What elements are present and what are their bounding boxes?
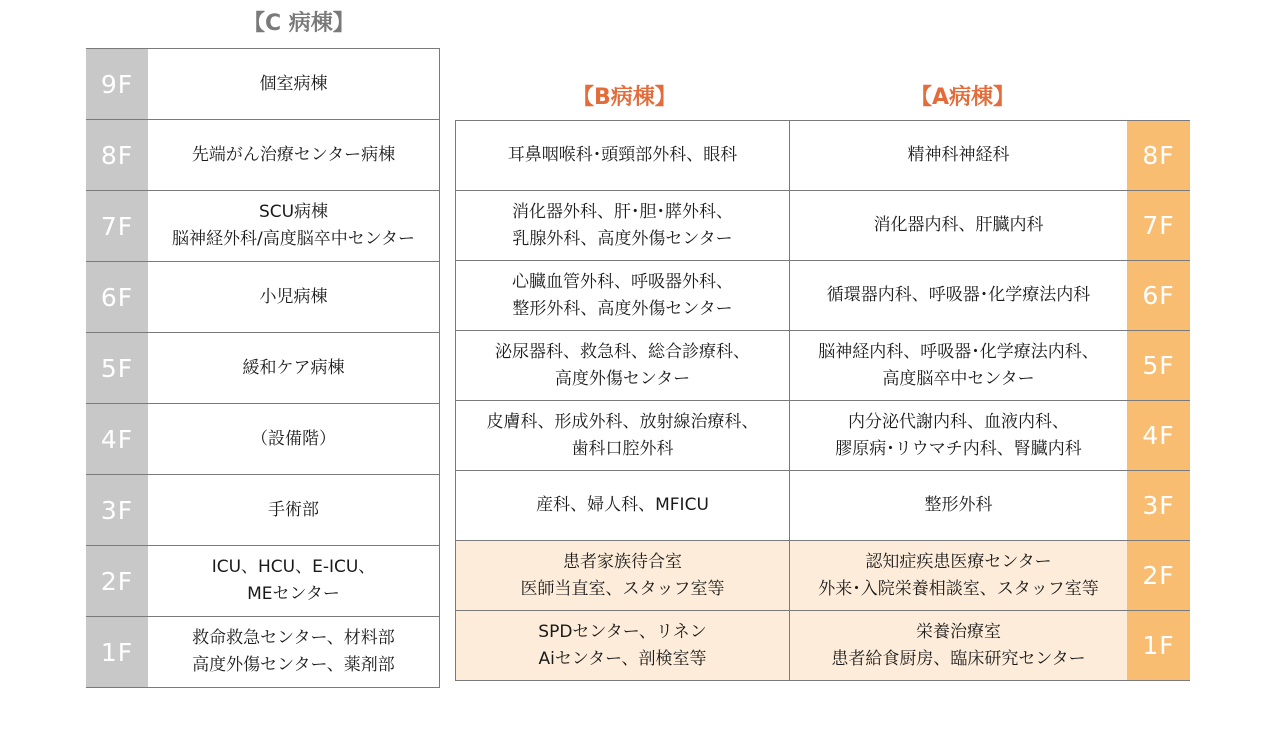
c-department-cell (148, 617, 440, 687)
c-department-cell (148, 120, 440, 190)
cell-line: 膠原病･リウマチ内科、腎臓内科 (835, 438, 1082, 459)
floor-label: 5F (1127, 331, 1190, 400)
a-department-cell (790, 261, 1127, 330)
cell-line: 皮膚科、形成外科、放射線治療科、 (486, 411, 759, 432)
floor-label: 8F (1127, 121, 1190, 190)
c-floor-row-1f (86, 617, 440, 688)
floor-label: 4F (86, 404, 148, 474)
cell-line: 整形外科 (924, 495, 993, 515)
b-department-cell (455, 261, 790, 330)
c-floor-row-6f (86, 262, 440, 333)
cell-line: 消化器内科、肝臓内科 (873, 215, 1044, 235)
cell-line: Aiセンター、剖検室等 (538, 648, 707, 669)
a-department-cell (790, 471, 1127, 540)
ab-floor-row-4f (455, 401, 1190, 471)
cell-line: 患者家族待合室 (563, 551, 682, 572)
ab-floor-row-1f (455, 611, 1190, 681)
a-department-cell (790, 121, 1127, 190)
cell-line: 医師当直室、スタッフ室等 (520, 578, 725, 599)
cell-line: 救命救急センター、材料部 (192, 628, 395, 648)
b-department-cell (455, 331, 790, 400)
a-building-title: 【A病棟】 (910, 85, 1016, 110)
ab-floor-row-6f (455, 261, 1190, 331)
cell-line: 小児病棟 (259, 286, 328, 307)
b-department-cell (455, 471, 790, 540)
c-department-cell (148, 191, 440, 261)
c-floor-row-4f (86, 404, 440, 475)
cell-line: 高度脳卒中センター (882, 368, 1035, 389)
c-floor-row-9f (86, 49, 440, 120)
floor-label: 1F (86, 617, 148, 687)
ab-floor-row-8f (455, 121, 1190, 191)
floor-label: 2F (1127, 541, 1190, 610)
cell-line: 脳神経外科/高度脳卒中センター (171, 229, 416, 249)
c-floor-row-3f (86, 475, 440, 546)
b-department-cell (455, 121, 790, 190)
c-floor-row-2f (86, 546, 440, 617)
cell-line: 脳神経内科、呼吸器･化学療法内科、 (818, 341, 1099, 362)
cell-line: 循環器内科、呼吸器･化学療法内科 (826, 285, 1091, 305)
b-department-cell (455, 401, 790, 470)
cell-line: （設備階） (251, 428, 336, 449)
b-department-cell (455, 611, 790, 680)
a-department-cell (790, 541, 1127, 610)
cell-line: 乳腺外科、高度外傷センター (512, 228, 733, 249)
cell-line: 整形外科、高度外傷センター (512, 298, 733, 319)
c-building-title: 【C 病棟】 (243, 11, 355, 36)
cell-line: 緩和ケア病棟 (242, 357, 345, 378)
a-department-cell (790, 611, 1127, 680)
b-building-title: 【B病棟】 (572, 85, 677, 110)
floor-label: 1F (1127, 611, 1190, 680)
cell-line: SCU病棟 (258, 202, 329, 222)
cell-line: 歯科口腔外科 (571, 438, 674, 459)
floor-label: 4F (1127, 401, 1190, 470)
floor-label: 6F (1127, 261, 1190, 330)
cell-line: 患者給食厨房、臨床研究センター (831, 648, 1086, 669)
cell-line: 内分泌代謝内科、血液内科、 (848, 411, 1069, 432)
a-department-cell (790, 191, 1127, 260)
cell-line: 精神科神経科 (907, 145, 1010, 165)
cell-line: 心臓血管外科、呼吸器外科、 (512, 271, 733, 292)
a-department-cell (790, 401, 1127, 470)
ab-floor-row-3f (455, 471, 1190, 541)
floor-label: 7F (1127, 191, 1190, 260)
floor-label: 6F (86, 262, 148, 332)
cell-line: 認知症疾患医療センター (865, 551, 1052, 572)
c-floor-row-5f (86, 333, 440, 404)
floor-label: 2F (86, 546, 148, 616)
cell-line: 高度外傷センター (554, 368, 691, 389)
floor-label: 5F (86, 333, 148, 403)
ab-floor-row-2f (455, 541, 1190, 611)
cell-line: 消化器外科、肝･胆･膵外科、 (512, 201, 733, 222)
ab-building-floor-table (455, 120, 1190, 681)
cell-line: 先端がん治療センター病棟 (191, 144, 396, 165)
c-department-cell (148, 546, 440, 616)
c-department-cell (148, 475, 440, 545)
cell-line: 外来･入院栄養相談室、スタッフ室等 (818, 578, 1099, 599)
c-building-floor-table (86, 48, 440, 688)
ab-floor-row-7f (455, 191, 1190, 261)
floor-label: 7F (86, 191, 148, 261)
cell-line: 耳鼻咽喉科･頭頸部外科、眼科 (507, 145, 738, 165)
cell-line: 手術部 (268, 499, 319, 520)
cell-line: SPDセンター、リネン (538, 621, 707, 642)
floor-label: 3F (86, 475, 148, 545)
floor-label: 8F (86, 120, 148, 190)
c-department-cell (148, 404, 440, 474)
c-department-cell (148, 262, 440, 332)
cell-line: 個室病棟 (259, 73, 328, 94)
b-department-cell (455, 191, 790, 260)
cell-line: 産科、婦人科、MFICU (536, 495, 709, 515)
b-department-cell (455, 541, 790, 610)
cell-line: ICU、HCU、E-ICU、 (211, 557, 376, 577)
cell-line: 高度外傷センター、薬剤部 (192, 655, 395, 675)
c-floor-row-8f (86, 120, 440, 191)
cell-line: 栄養治療室 (915, 621, 1001, 642)
ab-floor-row-5f (455, 331, 1190, 401)
c-department-cell (148, 333, 440, 403)
cell-line: MEセンター (247, 584, 340, 604)
cell-line: 泌尿器科、救急科、総合診療科、 (495, 341, 750, 362)
floor-label: 3F (1127, 471, 1190, 540)
a-department-cell (790, 331, 1127, 400)
c-department-cell (148, 49, 440, 119)
floor-label: 9F (86, 49, 148, 119)
c-floor-row-7f (86, 191, 440, 262)
